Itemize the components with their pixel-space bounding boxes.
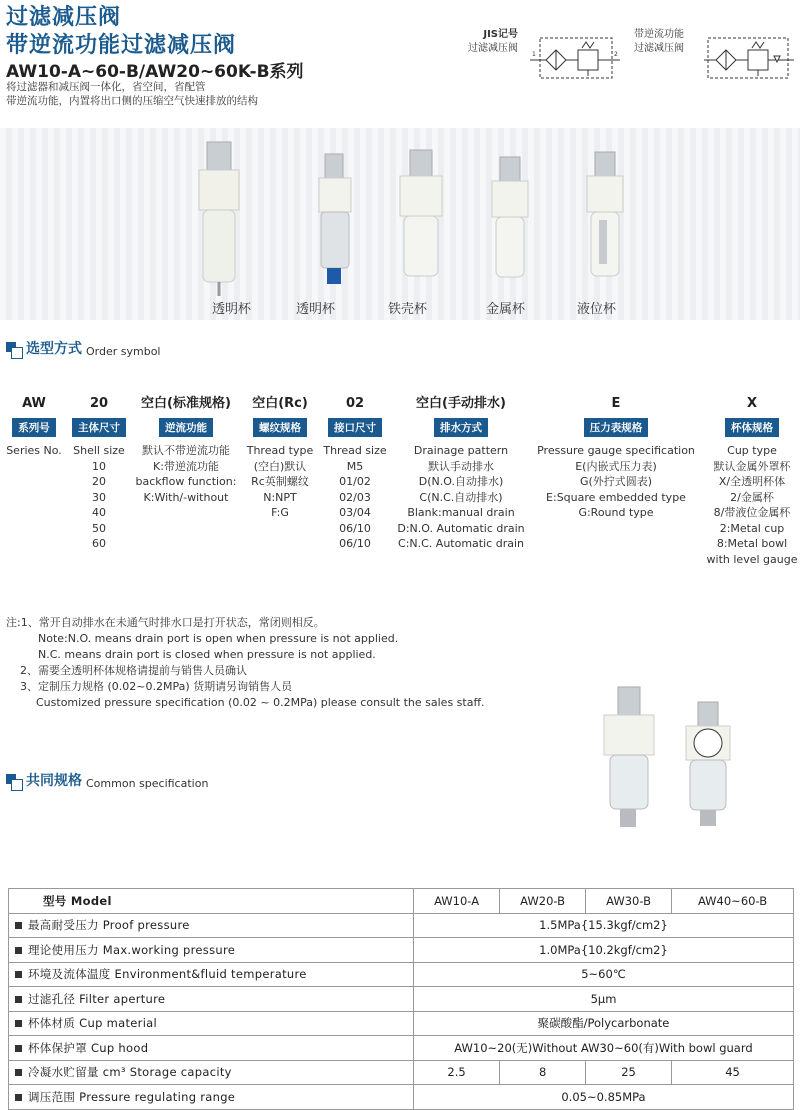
order-heading-en: Order symbol xyxy=(86,345,161,358)
bullet-icon xyxy=(15,971,22,978)
product-photo-large xyxy=(590,685,670,835)
order-heading-cn: 选型方式 xyxy=(26,341,82,357)
common-heading-cn: 共同规格 xyxy=(26,773,82,789)
spec-row-label: 环境及流体温度 Environment&fluid temperature xyxy=(28,967,307,982)
note-line: 注:1、常开自动排水在未通气时排水口是打开状态，常闭则相反。 xyxy=(6,616,325,629)
spec-row-value: 25 xyxy=(586,1060,672,1085)
order-line: 06/10 xyxy=(339,537,371,550)
product-label-2: 透明杯 xyxy=(296,302,336,317)
spec-row-value: 1.5MPa{15.3kgf/cm2} xyxy=(414,913,794,938)
filter-regulator-symbol-icon xyxy=(530,32,620,84)
spec-row xyxy=(9,1060,794,1085)
order-line: 50 xyxy=(92,521,106,535)
description-line-1: 将过滤器和减压阀一体化，省空间，省配管 xyxy=(6,81,206,93)
note-line: Customized pressure specification (0.02 ~ 0.2MPa) please consult the sales staff. xyxy=(36,696,485,709)
spec-row-label: 最高耐受压力 Proof pressure xyxy=(28,918,190,933)
series-title: AW10-A~60-B/AW20~60K-B系列 xyxy=(6,62,304,82)
order-line: N:NPT xyxy=(263,490,297,504)
description-line-2: 带逆流功能，内置将出口侧的压缩空气快速排放的结构 xyxy=(6,95,258,107)
jis-symbol-label-1: JIS记号 xyxy=(483,29,518,40)
order-line: K:With/-without xyxy=(143,490,229,504)
order-line: (空白)默认 xyxy=(253,459,307,473)
order-tag: 螺纹规格 xyxy=(253,418,307,437)
order-code: 空白(Rc) xyxy=(252,396,308,411)
order-tag: 主体尺寸 xyxy=(72,418,126,437)
order-line: 30 xyxy=(92,490,106,504)
order-column-cup xyxy=(704,394,800,567)
product-image-2 xyxy=(305,150,365,300)
product-image-4 xyxy=(480,155,540,295)
spec-row-value: 5μm xyxy=(414,987,794,1012)
spec-table xyxy=(8,888,794,1110)
note-line: 2、需要全透明杯体规格请提前与销售人员确认 xyxy=(20,664,247,677)
order-line: G:Round type xyxy=(578,506,654,519)
product-label-1: 透明杯 xyxy=(212,302,252,317)
order-code: 空白(标准规格) xyxy=(141,396,231,411)
svg-text:1: 1 xyxy=(532,51,536,58)
product-photo-gauge xyxy=(670,700,750,835)
order-column-backflow xyxy=(130,394,242,505)
order-line: Thread type xyxy=(246,444,314,457)
spec-model: AW40~60-B xyxy=(672,889,794,914)
order-line: 01/02 xyxy=(339,475,371,488)
order-line: E(内嵌式压力表) xyxy=(575,459,657,473)
order-line: Blank:manual drain xyxy=(407,506,515,519)
order-line: F:G xyxy=(271,506,289,519)
spec-row-value: 0.05~0.85MPa xyxy=(414,1085,794,1110)
order-column-gauge xyxy=(534,394,698,521)
section-marker-icon xyxy=(6,342,22,358)
spec-row-value: 2.5 xyxy=(414,1060,500,1085)
backflow-regulator-symbol-icon xyxy=(704,32,794,84)
spec-row-value: 聚碳酸酯/Polycarbonate xyxy=(414,1011,794,1036)
page-subtitle: 带逆流功能过滤减压阀 xyxy=(6,33,237,58)
spec-row-label: 冷凝水贮留量 cm³ Storage capacity xyxy=(28,1065,232,1080)
bullet-icon xyxy=(15,996,22,1003)
product-image-3 xyxy=(390,148,450,298)
order-column-thread-size xyxy=(320,394,390,552)
order-line: Rc英制螺纹 xyxy=(251,475,309,488)
common-heading-en: Common specification xyxy=(86,777,209,790)
order-code: 02 xyxy=(345,396,365,411)
jis-symbol-label-2: 过滤减压阀 xyxy=(468,43,518,54)
spec-row-label: 杯体保护罩 Cup hood xyxy=(28,1040,149,1055)
order-code: 空白(手动排水) xyxy=(416,396,506,411)
backflow-symbol-label-2: 过滤减压阀 xyxy=(634,43,684,54)
order-line: D:N.O. Automatic drain xyxy=(397,521,525,535)
order-line: C(N.C.自动排水) xyxy=(419,490,503,504)
order-line: 2:Metal cup xyxy=(719,521,785,535)
order-line: 20 xyxy=(92,475,106,488)
order-column-size xyxy=(70,394,128,552)
bullet-icon xyxy=(15,1020,22,1027)
spec-row-label: 调压范围 Pressure regulating range xyxy=(28,1089,236,1104)
spec-header-label: 型号 Model xyxy=(9,889,414,914)
spec-row xyxy=(9,1036,794,1061)
order-line: backflow function: xyxy=(135,475,237,488)
order-code: AW xyxy=(22,396,46,411)
order-line: 8/带液位金属杯 xyxy=(713,506,791,519)
spec-row-label: 理论使用压力 Max.working pressure xyxy=(28,942,236,957)
page-title: 过滤减压阀 xyxy=(6,5,122,30)
order-column-drain xyxy=(392,394,530,552)
order-line: D(N.O.自动排水) xyxy=(418,475,504,488)
spec-row-value: 5~60℃ xyxy=(414,962,794,987)
bullet-icon xyxy=(15,947,22,954)
order-line: 默认手动排水 xyxy=(428,459,494,473)
product-label-3: 铁壳杯 xyxy=(388,302,428,317)
order-column-thread-type xyxy=(244,394,316,521)
order-tag: 系列号 xyxy=(12,418,56,437)
order-line: with level gauge xyxy=(706,552,798,566)
spec-model: AW10-A xyxy=(414,889,500,914)
product-image-1 xyxy=(185,140,255,300)
order-line: 默认不带逆流功能 xyxy=(142,444,230,457)
order-line: G(外拧式圆表) xyxy=(579,475,653,488)
spec-row-value: 8 xyxy=(500,1060,586,1085)
order-line: Thread size xyxy=(323,444,387,457)
order-line: 06/10 xyxy=(339,521,371,535)
backflow-symbol-label-1: 带逆流功能 xyxy=(634,29,684,40)
order-tag: 压力表规格 xyxy=(584,418,649,437)
note-line: Note:N.O. means drain port is open when pressure is not applied. xyxy=(38,632,399,645)
backflow-symbol-label xyxy=(634,28,684,56)
order-line: Pressure gauge specification xyxy=(537,444,695,457)
order-code: X xyxy=(746,396,758,411)
order-line: 40 xyxy=(92,506,106,519)
order-symbol-heading xyxy=(6,338,160,358)
note-line: N.C. means drain port is closed when pressure is not applied. xyxy=(38,648,376,661)
order-line: M5 xyxy=(346,459,364,473)
section-marker-icon xyxy=(6,774,22,790)
spec-row xyxy=(9,962,794,987)
spec-row-value: AW10~20(无)Without AW30~60(有)With bowl guard xyxy=(414,1036,794,1061)
order-line: Shell size xyxy=(73,444,125,457)
order-line: 60 xyxy=(92,537,106,550)
jis-symbol-label xyxy=(468,28,518,56)
order-line: Series No. xyxy=(6,444,62,457)
order-line: X/全透明杯体 xyxy=(718,475,786,488)
order-line: 10 xyxy=(92,459,106,473)
spec-row xyxy=(9,987,794,1012)
order-line: 03/04 xyxy=(339,506,371,519)
product-label-5: 液位杯 xyxy=(577,302,617,317)
spec-header-row xyxy=(9,889,794,914)
order-line: 2/金属杯 xyxy=(730,490,774,504)
order-line: 02/03 xyxy=(339,490,371,504)
spec-model: AW20-B xyxy=(500,889,586,914)
order-tag: 排水方式 xyxy=(434,418,488,437)
order-line: Cup type xyxy=(727,444,777,457)
spec-row-label: 杯体材质 Cup material xyxy=(28,1016,158,1031)
spec-row xyxy=(9,938,794,963)
order-code: E xyxy=(611,396,621,411)
spec-model: AW30-B xyxy=(586,889,672,914)
spec-row-value: 1.0MPa{10.2kgf/cm2} xyxy=(414,938,794,963)
svg-text:2: 2 xyxy=(614,51,618,58)
spec-row xyxy=(9,1011,794,1036)
spec-row-label: 过滤孔径 Filter aperture xyxy=(28,991,166,1006)
spec-row-value: 45 xyxy=(672,1060,794,1085)
order-line: C:N.C. Automatic drain xyxy=(398,537,524,550)
order-line: E:Square embedded type xyxy=(546,490,686,504)
order-column-series xyxy=(5,394,63,459)
order-line: K:带逆流功能 xyxy=(153,459,219,473)
spec-row xyxy=(9,1085,794,1110)
bullet-icon xyxy=(15,922,22,929)
order-code: 20 xyxy=(89,396,109,411)
bullet-icon xyxy=(15,1045,22,1052)
order-tag: 杯体规格 xyxy=(725,418,779,437)
order-line: 默认金属外罩杯 xyxy=(713,459,791,473)
order-tag: 逆流功能 xyxy=(159,418,213,437)
notes xyxy=(6,615,485,711)
bullet-icon xyxy=(15,1094,22,1101)
product-label-4: 金属杯 xyxy=(486,302,526,317)
order-line: Drainage pattern xyxy=(413,444,509,457)
order-tag: 接口尺寸 xyxy=(328,418,382,437)
product-image-5 xyxy=(575,150,635,295)
bullet-icon xyxy=(15,1069,22,1076)
note-line: 3、定制压力规格 (0.02~0.2MPa) 货期请另询销售人员 xyxy=(20,680,293,693)
spec-row xyxy=(9,913,794,938)
common-spec-heading xyxy=(6,770,208,790)
order-line: 8:Metal bowl xyxy=(716,537,788,550)
